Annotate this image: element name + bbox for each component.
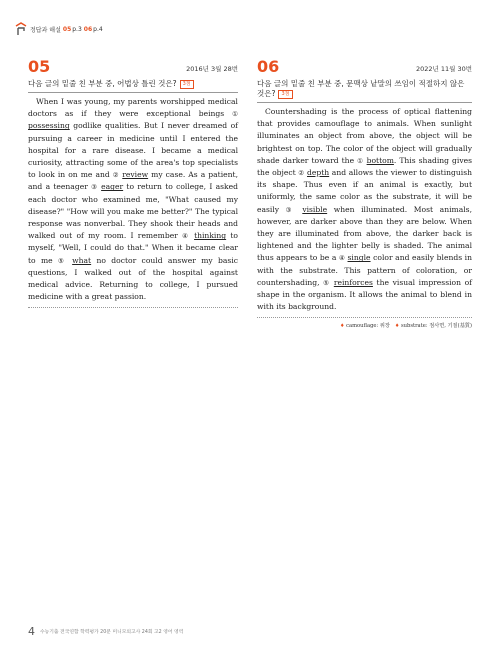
divider [257,317,472,318]
choice-marker: ② [298,169,305,178]
choice-marker: ⑤ [58,256,67,265]
passage-segment: When I was young, my parents worshipped medical doctors as if they were exceptional beings [28,97,238,119]
underlined-word: what [72,255,92,265]
passage-segment: Countershading is the process of optical flattening that provides camouflage to animals. When sunlight illuminates an object from above, the object will be brightest on top. The color of the object will gradually shade darker toward the [257,107,472,165]
choice-marker: ④ [338,254,345,263]
divider [28,92,238,93]
underlined-word: reinforces [333,277,373,287]
underlined-word: review [122,170,149,180]
vocab-meaning: 점사면, 기질(基質) [429,323,472,330]
question-prompt [28,79,238,89]
passage-text [257,106,472,313]
underlined-word: possessing [28,121,70,131]
underlined-word: visible [302,204,328,214]
score-badge: 3점 [180,80,194,89]
book-title: 수능기출 전국연합 학력평가 20분 미니모의고사 24회 고2 영어 영역 [40,630,184,635]
header-answer-page: p.3 [72,25,82,33]
vocab-term: camouflage [346,323,377,330]
bullet-icon: ♦ [394,323,400,330]
passage-segment: no doctor could answer my basic questions, I walked out of the hospital against medical advice. Returning to college, I pursued medicine with a great passion. [28,255,238,302]
question-06 [257,58,472,329]
passage-segment: and allows the viewer to distinguish its shape. Thus even if an animal is exactly, but uniformly, the same color as the substrate, it will be easily [257,168,472,214]
question-number: 06 [257,57,280,76]
choice-marker: ③ [285,205,296,214]
score-badge: 3점 [278,90,292,99]
underlined-word: thinking [194,231,227,241]
choice-marker: ① [357,156,364,165]
question-prompt [257,79,472,99]
passage [28,96,238,303]
passage-segment: the visual impression of shape in the organism. It allows the animal to blend in with its background. [257,277,472,312]
question-prompt-text: 다음 글의 밑줄 친 부분 중, 어법상 틀린 것은? [28,79,177,88]
choice-marker: ③ [91,183,98,192]
logo-icon [15,22,27,36]
divider [257,102,472,103]
vocab-term: substrate [401,323,426,330]
passage-segment: to return to college, I asked each doctor who examined me, "What caused my disease?" "How will you make me better?" The typical response was nonverbal. They shook their heads and walked out of my room. I remember [28,182,238,241]
underlined-word: eager [101,182,124,192]
underlined-word: depth [306,168,330,178]
passage-segment: godlike qualities. But I never dreamed of pursuing a career in medicine until I entered the hospital for a rare disease. I became a medical curiosity, attracting some of the area's top specialists to look in on me and [28,121,238,180]
underlined-word: single [347,253,371,263]
passage-text [28,96,238,303]
vocab-meaning: 위장 [379,323,390,330]
page-number: 4 [28,625,35,638]
question-number: 05 [28,57,51,76]
header-answer-num: 05 [62,25,72,33]
header-label: 정답과 해설 [30,26,61,34]
bullet-icon: ♦ [340,323,345,330]
choice-marker: ④ [182,232,190,241]
passage-segment: color and easily blends in with the substrate. This pattern of coloration, or countershading, [257,253,473,287]
header-solution-num: 06 [83,25,93,33]
vocab-notes: ♦ camouflage: 위장 ♦ substrate: 점사면, 기질(基質) [340,323,472,330]
question-05 [28,58,238,308]
underlined-word: bottom [366,155,394,165]
choice-marker: ⑤ [323,278,331,287]
passage [257,106,472,313]
page-footer [28,625,183,638]
choice-marker: ① [232,110,238,119]
question-prompt-text: 다음 글의 밑줄 친 부분 중, 문맥상 낱말의 쓰임이 적절하지 않은 것은? [257,79,465,98]
page-header [15,22,103,36]
header-solution-page: p.4 [93,25,103,33]
passage-segment: when illuminated. Most animals, however, are darker above than they are below. When they are illuminated from above, the darker back is lightened and the lighter belly is shaded. The animal thus appears to be a [257,204,472,263]
question-source-date: 2016년 3월 28번 [186,65,238,73]
question-source-date: 2022년 11월 30번 [415,65,472,73]
passage-segment: to myself, "Well, I could do that." When it became clear to me [28,231,239,265]
choice-marker: ② [112,171,120,180]
divider [28,307,238,308]
passage-segment: my case. As a patient, and a teenager [28,170,238,192]
passage-segment: . This shading gives the object [257,155,473,178]
